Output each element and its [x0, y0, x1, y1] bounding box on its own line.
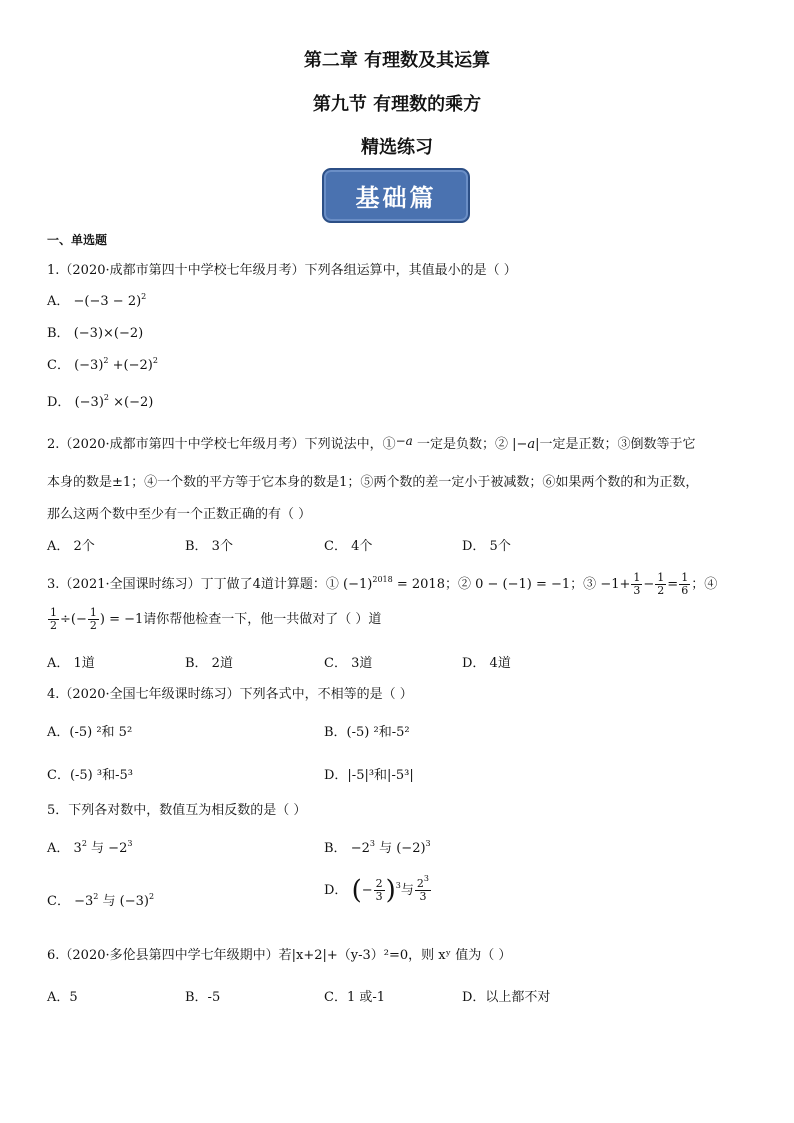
chapter-title: 第二章 有理数及其运算	[303, 50, 491, 71]
question-2-option-a: A． 2个	[47, 539, 95, 554]
question-4-option-d: D．|-5|³和|-5³|	[324, 768, 414, 783]
question-4-stem: 4.（2020·全国七年级课时练习）下列各式中，不相等的是（ ）	[47, 687, 413, 702]
option-label: C．	[47, 894, 70, 909]
question-6-option-d: D．以上都不对	[462, 990, 551, 1005]
question-4-option-c: C．(-5) ³和-5³	[47, 768, 133, 783]
question-2-option-c: C． 4个	[324, 539, 373, 554]
question-4-option-b: B．(-5) ²和-5²	[324, 725, 410, 740]
option-label: A．	[47, 294, 70, 309]
option-label: D．	[47, 395, 71, 410]
question-1-stem: 1.（2020·成都市第四十中学校七年级月考）下列各组运算中，其值最小的是（ ）	[47, 263, 517, 278]
question-2-option-d: D． 5个	[462, 539, 511, 554]
question-3-option-a: A． 1道	[47, 656, 95, 671]
option-label: B．	[324, 841, 347, 856]
question-type-heading: 一、单选题	[47, 233, 108, 247]
section-title: 第九节 有理数的乘方	[312, 94, 482, 115]
question-1-option-d: D． $(-3)^2 \times(-2)$	[47, 393, 154, 410]
question-5-option-d: D． (− $\frac{2}{3}$ )$^3$与 $\frac{2^3}{3}$	[324, 874, 429, 906]
question-6-option-c: C．1 或-1	[324, 990, 386, 1005]
question-5-stem: 5．下列各对数中，数值互为相反数的是（ ）	[47, 803, 307, 818]
question-5-option-b: B． $-2^3$ 与 $(-2)^3$	[324, 839, 431, 856]
question-5-option-c: C． $-3^2$ 与 $(-3)^2$	[47, 892, 155, 909]
option-label: B．	[47, 326, 70, 341]
subtitle: 精选练习	[361, 137, 433, 158]
option-label: C．	[47, 358, 70, 373]
question-3-line-2: $\frac{1}{2}$ ÷(− $\frac{1}{2}$ ) = −1请你帮他检查一下，他一共做对了（ ）道	[50, 606, 382, 632]
level-badge: 基础篇	[322, 168, 470, 223]
question-2-line-3: 那么这两个数中至少有一个正数正确的有（ ）	[47, 507, 312, 522]
question-3-option-c: C． 3道	[324, 656, 373, 671]
question-4-option-a: A．(-5) ²和 5²	[47, 725, 133, 740]
question-1-option-b: B． (−3)×(−2)	[47, 326, 144, 341]
question-3-stem: 3.（2021·全国课时练习）丁丁做了4道计算题：① $(-1)^{2018} = 2018$；② 0 − (−1) = −1；③ −1+ $\frac{1}{3}$ − $\frac{1}{2}$ = $\frac{1}{6}$ ；④	[47, 571, 718, 597]
question-6-option-a: A．5	[47, 990, 78, 1005]
question-1-option-c: C． $(-3)^2 +(-2)^2$	[47, 356, 158, 373]
option-label: D．	[324, 883, 348, 898]
question-5-option-a: A． $3^2$ 与 $-2^3$	[47, 839, 133, 856]
question-3-option-d: D． 4道	[462, 656, 511, 671]
question-2-line-2: 本身的数是±1；④一个数的平方等于它本身的数是1；⑤两个数的差一定小于被减数；⑥如果两个数的和为正数，	[47, 475, 699, 490]
option-label: A．	[47, 841, 70, 856]
question-2-option-b: B． 3个	[185, 539, 233, 554]
question-1-option-a: A． $-(-3 - 2)^2$	[47, 292, 147, 309]
question-2-stem: 2.（2020·成都市第四十中学校七年级月考）下列说法中，①−a 一定是负数；② |−a|一定是正数；③倒数等于它	[47, 434, 696, 452]
question-6-option-b: B．-5	[185, 990, 221, 1005]
question-6-stem: 6.（2020·多伦县第四中学七年级期中）若|x+2|+（y-3）²=0，则 xʸ 值为（ ）	[47, 948, 512, 963]
question-3-option-b: B． 2道	[185, 656, 233, 671]
